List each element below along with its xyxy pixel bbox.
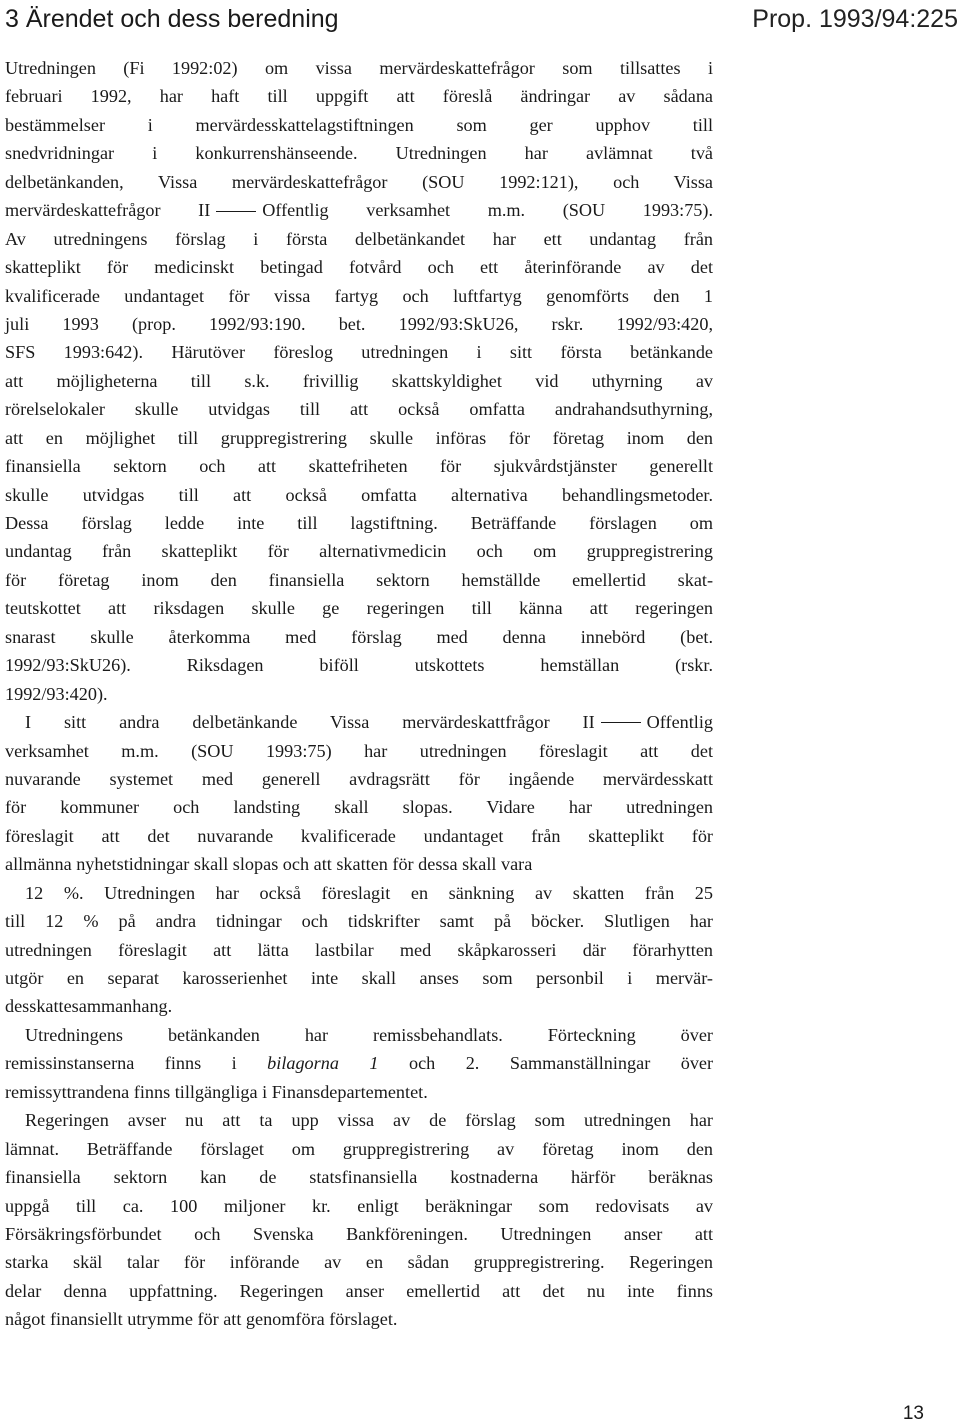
text-line: Försäkringsförbundet och Svenska Bankföreningen. Utredningen anser att bbox=[5, 1223, 713, 1244]
text-segment: och 2. Sammanställningar över bbox=[408, 1053, 714, 1074]
page-number: 13 bbox=[902, 1403, 924, 1424]
text-line: att möjligheterna till s.k. frivillig skattskyldighet vid uthyrning av bbox=[5, 370, 713, 391]
text-line: till 12 % på andra tidningar och tidskrifter samt på böcker. Slutligen har bbox=[5, 911, 713, 932]
text-line: desskattesammanhang. bbox=[5, 996, 173, 1017]
text-line: 12 %. Utredningen har också föreslagit en sänkning av skatten från 25 bbox=[25, 882, 713, 903]
text-line: för kommuner och landsting skall slopas. Vidare har utredningen bbox=[5, 797, 713, 818]
text-line: februari 1992, har haft till uppgift att föreslå ändringar av sådana bbox=[5, 86, 713, 107]
body-text bbox=[5, 54, 713, 1334]
text-line: snedvridningar i konkurrenshänseende. Utredningen har avlämnat två bbox=[5, 143, 713, 164]
text-line: rörelselokaler skulle utvidgas till att också omfatta andrahandsuthyrning, bbox=[5, 399, 713, 420]
text-line: 1992/93:420). bbox=[5, 683, 108, 704]
document-reference: Prop. 1993/94:225 bbox=[752, 5, 958, 33]
text-line: finansiella sektorn och att skattefriheten för sjukvårdstjänster generellt bbox=[5, 456, 713, 477]
text-line: Utredningens betänkanden har remissbehandlats. Förteckning över bbox=[25, 1024, 713, 1045]
text-segment: Offentlig verksamhet m.m. (SOU 1993:75). bbox=[262, 200, 713, 221]
section-heading: 3 Ärendet och dess beredning bbox=[5, 5, 339, 33]
text-line: Utredningen (Fi 1992:02) om vissa mervärdeskattefrågor som tillsattes i bbox=[5, 58, 713, 78]
text-line: snarast skulle återkomma med förslag med denna innebörd (bet. bbox=[5, 626, 713, 647]
text-line bbox=[5, 708, 713, 736]
text-line: 1992/93:SkU26). Riksdagen biföll utskottets hemställan (rskr. bbox=[5, 655, 713, 676]
text-line: lämnat. Beträffande förslaget om gruppregistrering av företag inom den bbox=[5, 1138, 713, 1159]
text-line: föreslagit att det nuvarande kvalificerade undantaget från skatteplikt för bbox=[5, 825, 713, 846]
text-segment: remissinstanserna finns i bbox=[5, 1053, 237, 1074]
text-line: delar denna uppfattning. Regeringen anser emellertid att det nu inte finns bbox=[5, 1280, 713, 1301]
text-line bbox=[5, 1049, 713, 1077]
text-line: verksamhet m.m. (SOU 1993:75) har utredningen föreslagit att det bbox=[5, 740, 713, 761]
text-line: bestämmelser i mervärdesskattelagstiftningen som ger upphov till bbox=[5, 114, 713, 135]
text-line: starka skäl talar för införande av en sådan gruppregistrering. Regeringen bbox=[5, 1252, 713, 1273]
text-line: allmänna nyhetstidningar skall slopas och att skatten för dessa skall vara bbox=[5, 854, 533, 875]
text-segment: mervärdeskattefrågor II bbox=[5, 200, 211, 221]
text-line: undantag från skatteplikt för alternativmedicin och om gruppregistrering bbox=[5, 541, 713, 562]
text-line: SFS 1993:642). Härutöver föreslog utredningen i sitt första betänkande bbox=[5, 342, 713, 363]
em-dash bbox=[601, 722, 641, 723]
text-line: utgör en separat karosserienhet inte skall anses som personbil i mervär- bbox=[5, 968, 713, 988]
text-line: delbetänkanden, Vissa mervärdeskattefrågor (SOU 1992:121), och Vissa bbox=[5, 171, 713, 192]
text-line: skatteplikt för medicinskt betingad fotvård och ett återinförande av det bbox=[5, 257, 713, 278]
text-line: Av utredningens förslag i första delbetänkandet har ett undantag från bbox=[5, 228, 713, 249]
text-line: Regeringen avser nu att ta upp vissa av de förslag som utredningen har bbox=[25, 1110, 713, 1131]
text-line: nuvarande systemet med generell avdragsrätt för ingående mervärdesskatt bbox=[5, 768, 713, 789]
em-dash bbox=[216, 211, 256, 212]
appendix-reference: bilagorna 1 bbox=[267, 1053, 379, 1074]
text-line: skulle utvidgas till att också omfatta alternativa behandlingsmetoder. bbox=[5, 484, 713, 505]
text-segment: I sitt andra delbetänkande Vissa mervärdeskattfrågor II bbox=[25, 712, 595, 733]
text-line: juli 1993 (prop. 1992/93:190. bet. 1992/93:SkU26, rskr. 1992/93:420, bbox=[5, 313, 713, 334]
text-line: Dessa förslag ledde inte till lagstiftning. Beträffande förslagen om bbox=[5, 513, 713, 533]
text-line: uppgå till ca. 100 miljoner kr. enligt beräkningar som redovisats av bbox=[5, 1195, 713, 1216]
text-line: utredningen föreslagit att lätta lastbilar med skåpkarosseri där förarhytten bbox=[5, 939, 713, 960]
text-line: finansiella sektorn kan de statsfinansiella kostnaderna härför beräknas bbox=[5, 1167, 713, 1188]
text-line: kvalificerade undantaget för vissa fartyg och luftfartyg genomförts den 1 bbox=[5, 285, 713, 306]
text-line bbox=[5, 196, 713, 224]
text-line: att en möjlighet till gruppregistrering skulle införas för företag inom den bbox=[5, 427, 713, 448]
text-line: remissyttrandena finns tillgängliga i Finansdepartementet. bbox=[5, 1081, 428, 1102]
text-line: teutskottet att riksdagen skulle ge regeringen till känna att regeringen bbox=[5, 598, 713, 619]
text-line: för företag inom den finansiella sektorn hemställde emellertid skat- bbox=[5, 569, 713, 590]
text-line: något finansiellt utrymme för att genomföra förslaget. bbox=[5, 1309, 398, 1330]
text-segment: Offentlig bbox=[646, 712, 713, 733]
